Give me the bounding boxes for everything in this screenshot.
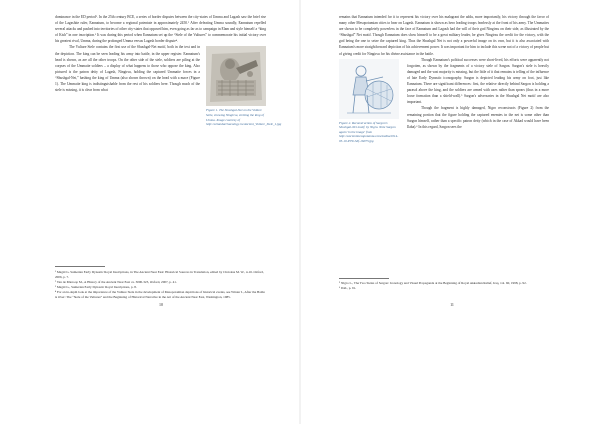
stele-relief-image: [206, 46, 266, 106]
right-footnotes: [339, 281, 549, 291]
figure-1-caption: Figure 1. The Shushgal-Net on the Vulture Stele, showing Ningirsu, striking the king of Umma. Image courtesy of http://artandarchaeology.ru/Ancient_Vulture_Stele_1.jpg: [206, 108, 282, 127]
right-paragraph-3: Though the fragment is highly damaged, Nigro reconstructs (Figure 2) from the remaining portion that the figure holding the captured enemies in the net is some other than Sargon himself, rather than a specific patron deity (which in the case of Akkad would have been Ilaba).⁶ In this regard, Sargon sees the: [407, 106, 549, 129]
footnote: ⁵ Nigro L., The Two Steles of Sargon: Iconology and Visual Propaganda at the Beginning of Royal Akkadian Relief, Iraq, vol. 60, 1998, p. 92.: [339, 281, 527, 285]
right-paragraph-1: remains that Eannatum intended for it to represent his victory over his malagrant the addu, more importantly, his victory through the favor of many other Mesopotamian cities to bear on Lagash. Eannatum is shown as hero leading troops fearlessly at the front of his army. The Ummaites are shown to be completely powerless in the face of Eannatum and Lagash had the will of their god Ningirsu on their side, as illustrated by the “Shushgal” Net motif. Though Eannatum does show himself to be a great military leader, he gives Ningirsu the credit for the victory, with the god being the one to seize the captured king. Thus the Shushgal Net is not only a powerful image on its own, but it is also associated with Eannatum's more straightforward depiction of his achievement power. It was important for him to include this scene not of a victory of people but of giving credit for Ningirsu for his divine assistance in the battle.: [339, 15, 549, 56]
left-footnote-rule: [55, 266, 105, 267]
book-gutter: [299, 0, 301, 424]
right-footnote-rule: [339, 278, 389, 279]
left-page-number: 10: [159, 302, 163, 307]
left-paragraph-2: The Vulture Stele contains the first use of the Shushgal-Net motif, both in the text and in the depiction. The king can be seen leading his army into battle, in the upper register. Eannatum's head is shown, as are all the other troops. On the other side of the stele, soldiers are piling at the corpses of the Ummaite soldiers – a display of what happens to those who oppose the king. Also pictured is the patron deity of Lagash, Ningirsu, holding the captured Ummaite forces in a “Shushgal-Net,” bashing the king of Umma (also shown thrown) on the head with a mace (Figure 1). The Ummaite king is indistinguishable from the rest of his soldiers here. Though much of the stele is missing, it is clear from what: [55, 45, 200, 93]
sargon-reconstruction-image: [339, 59, 399, 119]
figure-2-caption: Figure 2. Reconstruction of Sargon's Shushgal-Net motif, by Nigro. Note Sargon again 'in the image' from http://ancientmesopotamia.com/media/2014-05-10-PJW-Shf-16073.jpg: [339, 120, 399, 144]
footnote: ⁴ For an in-depth look at the importance of the Vulture Stele in the development of Mesopotamian depictions of historical events, see Winter I., After the Battle is Over: The “Stele of the Vultures” and the Beginning of Historical Narrative in the Art of the Ancient Near East, Washington, 1985.: [55, 289, 265, 299]
right-paragraph-2: Though Eannatum's political successes were short-lived, his efforts were apparently not forgotten, as shown by the fragments of a victory stele of Sargon. Sargon's stele is heavily damaged and the vast majority is missing, but the little of it that remains is telling of the influence of late Early Dynastic iconography. Sargon is depicted leading his army on foot, just like Eannatum. There are significant differences: first, the relative directly behind Sargon is holding a parasol above the king, and the soldiers are armed with axes rather than spears (thus in a more loose formation than a shield-wall).⁵ Sargon's adversaries in the Shushgal Net motif are also important.: [407, 57, 549, 105]
right-page-body: [339, 14, 549, 147]
figure-1: [206, 46, 282, 127]
left-footnotes: [55, 270, 266, 299]
footnote: ⁶ Ibid., p. 91.: [339, 285, 357, 290]
left-page-body: [55, 14, 282, 130]
left-paragraph-1: dominance in the ED period¹. In the 25th century BCE, a series of border disputes between the city-states of Umma and Lagash saw the brief rise of the Lagashite ruler, Eannatum, to become a regional potentate in approximately 2450.² After defeating Umma soundly, Eannatum repelled several attacks and pushed into territories of other city-states that opposed him, even going as far as to campaign in Elam and style himself a “king of Kish” in one inscription.³ It was during this period when Eannatum set up the “Stele of the Vultures” to commemorate his initial victory over his greatest rival, Umma, during the prolonged Umma versus Lagash border dispute⁴.: [55, 15, 266, 44]
footnote: ¹ Magid G. Sumerian Early Dynastic Royal Inscriptions, in The Ancient Near East: Historical Sources in Translation, edited by Chavalas M. W., 4-16. Oxford, 2006, p. 7.: [55, 270, 264, 279]
footnote: ² Van de Mieroop M., A History of the Ancient Near East ca. 3000-323, Oxford, 2007, p. 41.: [55, 279, 177, 284]
right-page-number: 11: [450, 302, 454, 307]
figure-2: [339, 59, 401, 144]
footnote: ³ Magid G., Sumerian Early Dynastic Royal Inscriptions, p. 8.: [55, 284, 137, 289]
